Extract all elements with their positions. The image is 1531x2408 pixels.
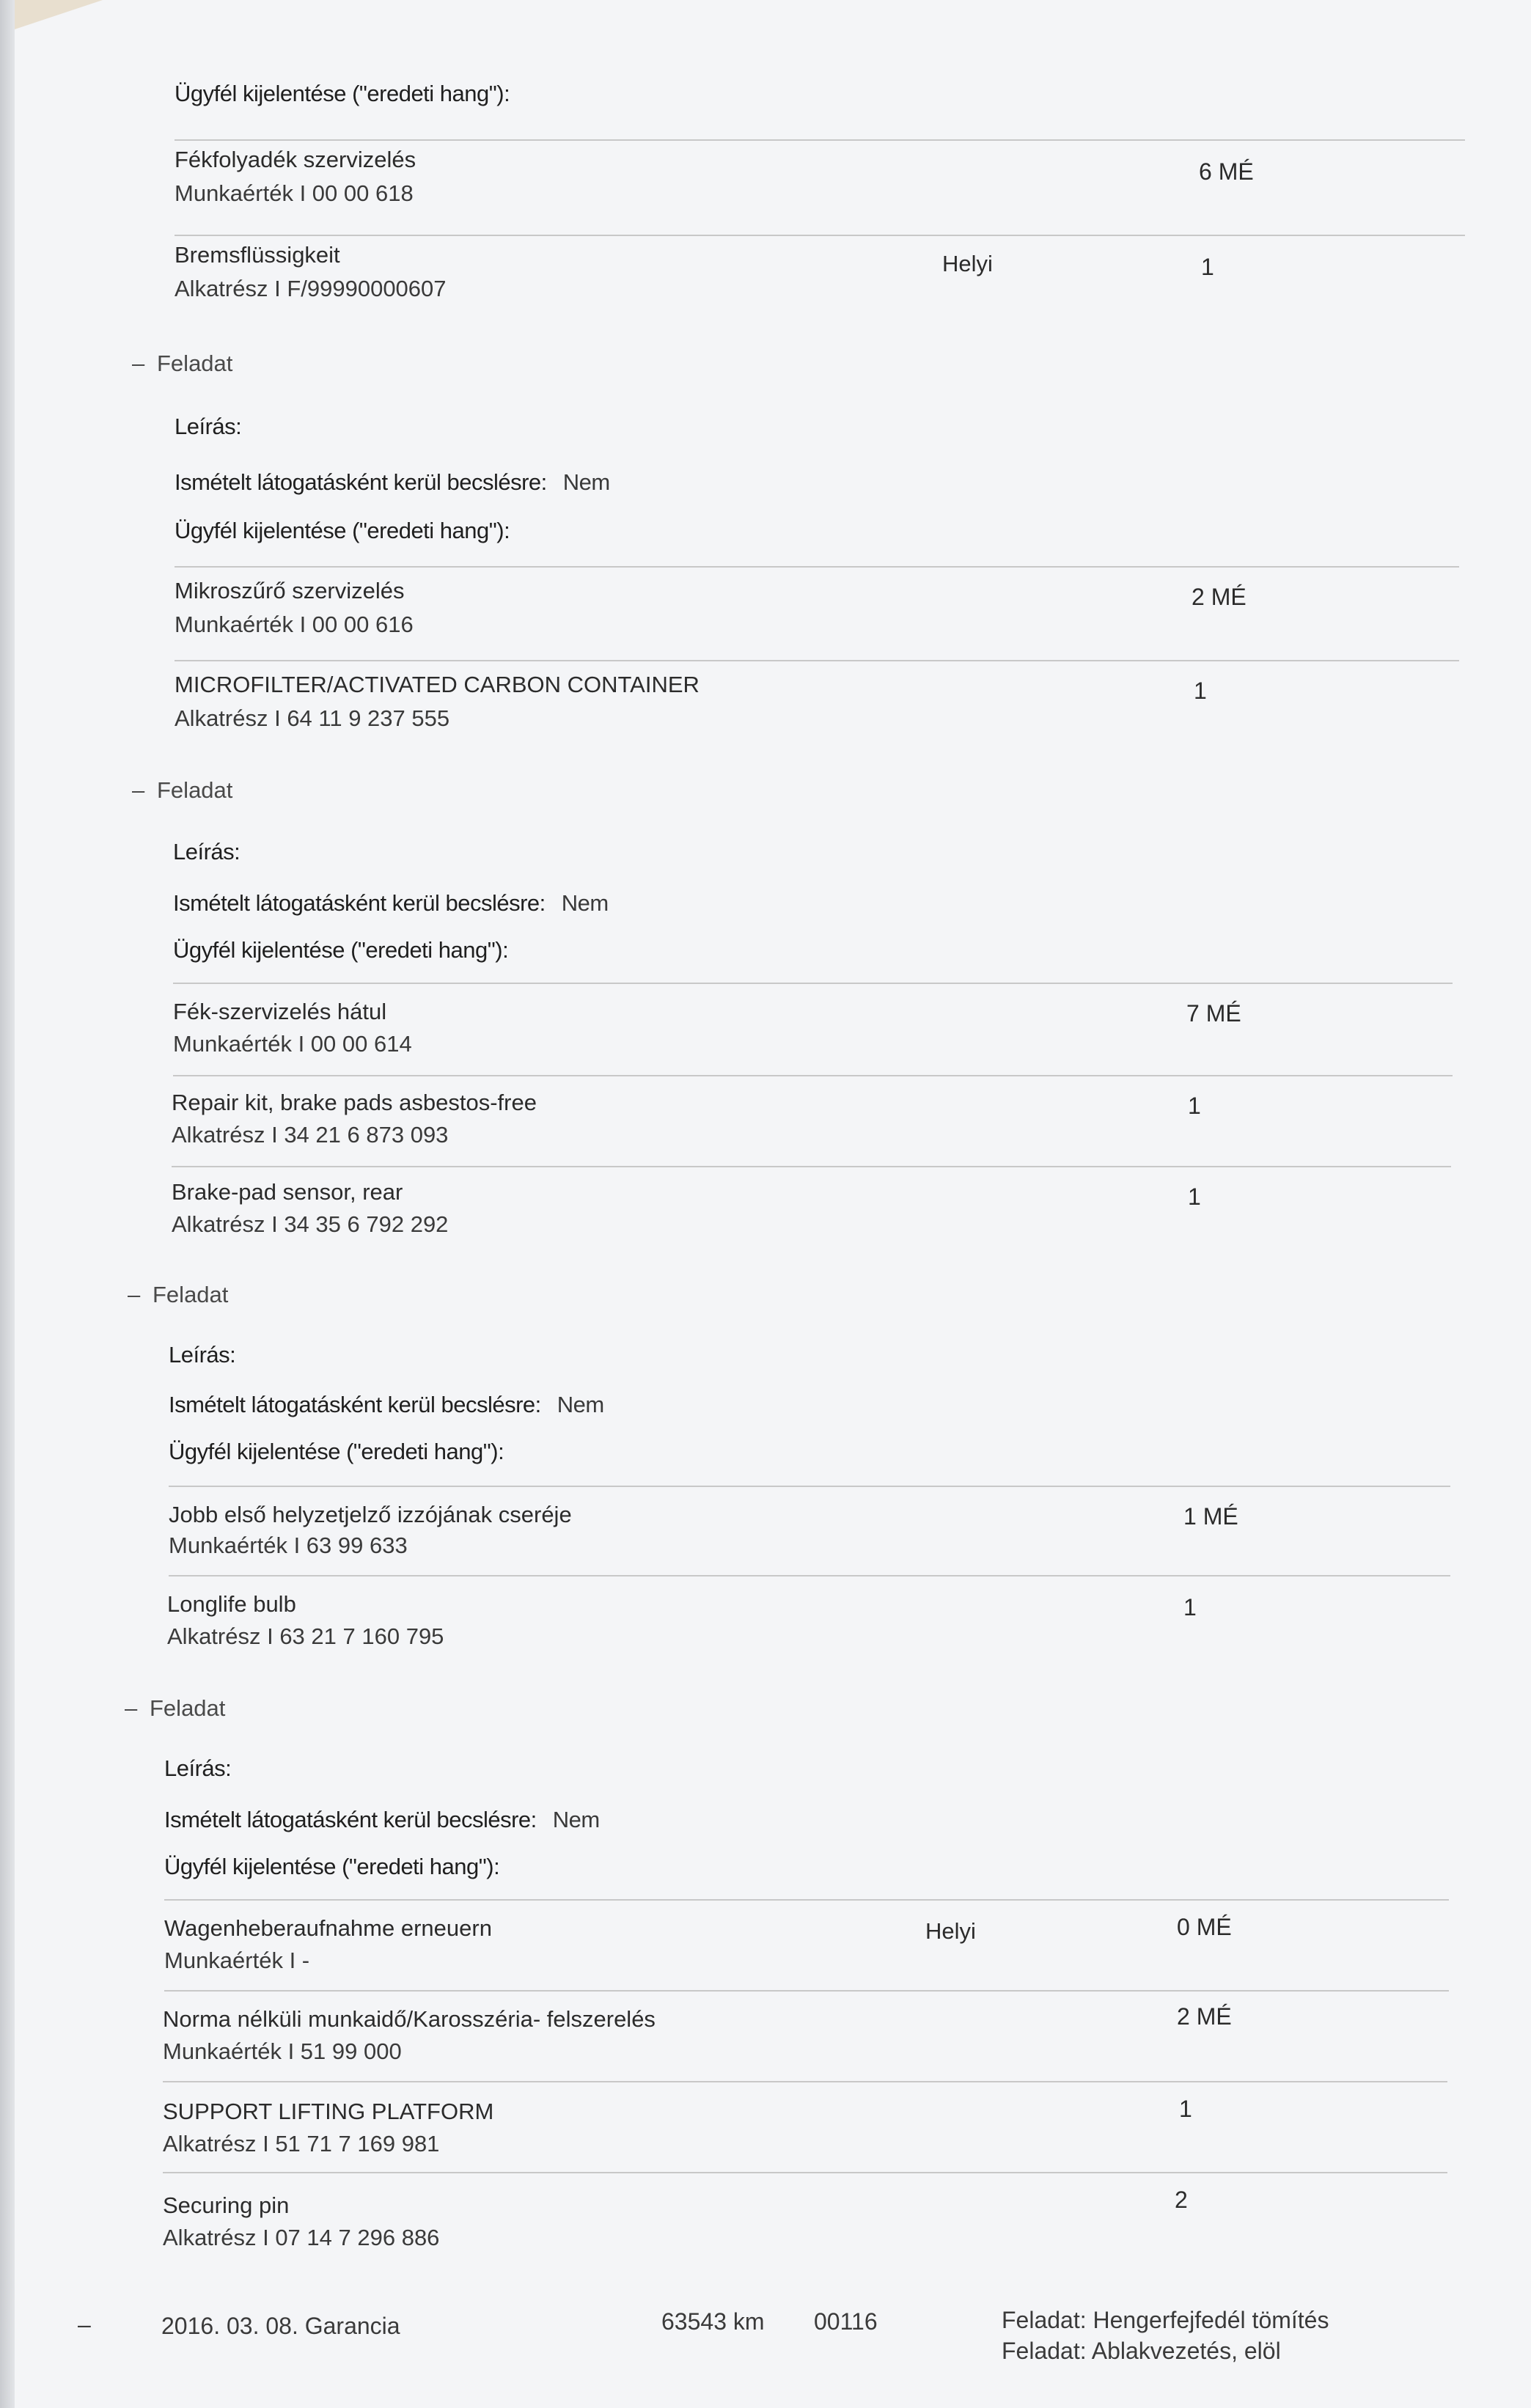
repeat-visit-value: Nem — [562, 469, 610, 495]
task-header: – Feladat — [132, 777, 233, 803]
item-code: Munkaérték I 51 99 000 — [163, 2038, 402, 2064]
footer-order-number: 00116 — [814, 2308, 878, 2335]
item-quantity: 1 — [1183, 1594, 1197, 1620]
item-quantity: 1 — [1188, 1093, 1201, 1119]
description-label: Leírás: — [169, 1342, 236, 1368]
item-quantity: 2 MÉ — [1192, 584, 1247, 610]
item-code: Alkatrész I F/99990000607 — [175, 276, 447, 301]
footer-date-type: 2016. 03. 08. Garancia — [161, 2313, 400, 2339]
item-quantity: 1 MÉ — [1183, 1503, 1238, 1530]
divider — [173, 983, 1453, 984]
divider — [173, 1075, 1453, 1076]
repeat-visit-label: Ismételt látogatásként kerül becslésre: — [175, 469, 547, 495]
book-spine-shadow — [0, 0, 15, 2408]
divider — [175, 566, 1459, 568]
description-label: Leírás: — [173, 839, 241, 865]
divider — [163, 2081, 1447, 2082]
item-name: Fék-szervizelés hátul — [173, 999, 387, 1024]
repeat-visit-row — [164, 1807, 600, 1833]
divider — [169, 1575, 1450, 1576]
divider — [175, 139, 1465, 141]
task-header: – Feladat — [128, 1282, 229, 1307]
item-quantity: 7 MÉ — [1186, 1000, 1241, 1027]
item-name: Repair kit, brake pads asbestos-free — [172, 1090, 537, 1115]
customer-statement-label — [175, 81, 510, 107]
customer-statement-label: Ügyfél kijelentése ("eredeti hang"): — [164, 1854, 500, 1879]
description-label: Leírás: — [164, 1755, 232, 1781]
item-name: SUPPORT LIFTING PLATFORM — [163, 2099, 494, 2124]
repeat-visit-label: Ismételt látogatásként kerül becslésre: — [169, 1392, 541, 1417]
repeat-visit-label: Ismételt látogatásként kerül becslésre: — [164, 1807, 537, 1832]
repeat-visit-value: Nem — [557, 1392, 604, 1417]
task-title: Feladat — [150, 1695, 226, 1721]
item-code: Alkatrész I 64 11 9 237 555 — [175, 705, 450, 731]
item-quantity: 0 MÉ — [1177, 1914, 1232, 1940]
repeat-visit-row — [175, 469, 610, 496]
item-code: Munkaérték I 00 00 618 — [175, 180, 414, 206]
item-location: Helyi — [942, 251, 993, 276]
item-code: Alkatrész I 07 14 7 296 886 — [163, 2225, 440, 2250]
item-quantity: 2 MÉ — [1177, 2003, 1232, 2030]
item-name: Mikroszűrő szervizelés — [175, 578, 405, 603]
item-name: Securing pin — [163, 2192, 290, 2218]
page-corner — [15, 0, 103, 29]
item-code: Alkatrész I 34 35 6 792 292 — [172, 1211, 449, 1237]
item-code: Alkatrész I 34 21 6 873 093 — [172, 1122, 449, 1148]
item-quantity: 1 — [1194, 678, 1207, 704]
footer-task-2: Feladat: Ablakvezetés, elöl — [1002, 2338, 1281, 2364]
item-code: Munkaérték I 00 00 614 — [173, 1031, 412, 1057]
divider — [172, 1166, 1451, 1167]
item-name: Jobb első helyzetjelző izzójának cseréje — [169, 1502, 572, 1527]
item-quantity: 2 — [1175, 2187, 1188, 2213]
footer-task-1: Feladat: Hengerfejfedél tömítés — [1002, 2307, 1329, 2333]
item-code: Munkaérték I 63 99 633 — [169, 1532, 408, 1558]
task-header: – Feladat — [132, 350, 233, 376]
item-quantity: 1 — [1201, 254, 1214, 280]
item-quantity: 1 — [1179, 2096, 1192, 2122]
repeat-visit-label: Ismételt látogatásként kerül becslésre: — [173, 890, 546, 916]
divider — [164, 1990, 1449, 1992]
footer-dash: – — [78, 2311, 91, 2338]
divider — [164, 1899, 1449, 1901]
customer-statement-text: Ügyfél kijelentése ("eredeti hang"): — [175, 81, 510, 106]
item-name: Fékfolyadék szervizelés — [175, 147, 416, 172]
item-code: Munkaérték I 00 00 616 — [175, 612, 414, 637]
item-name: Norma nélküli munkaidő/Karosszéria- felszerelés — [163, 2006, 656, 2032]
divider — [175, 660, 1459, 661]
divider — [163, 2172, 1447, 2173]
item-name: Brake-pad sensor, rear — [172, 1179, 403, 1205]
description-label: Leírás: — [175, 414, 242, 439]
repeat-visit-value: Nem — [561, 890, 609, 916]
item-name: Bremsflüssigkeit — [175, 242, 340, 268]
repeat-visit-value: Nem — [552, 1807, 600, 1832]
task-header: – Feladat — [125, 1695, 226, 1721]
item-code: Alkatrész I 51 71 7 169 981 — [163, 2131, 440, 2156]
divider — [169, 1486, 1450, 1487]
item-name: Wagenheberaufnahme erneuern — [164, 1915, 492, 1941]
task-title: Feladat — [153, 1282, 229, 1307]
footer-km: 63543 km — [661, 2308, 765, 2335]
item-name: MICROFILTER/ACTIVATED CARBON CONTAINER — [175, 672, 700, 697]
item-name: Longlife bulb — [167, 1591, 296, 1617]
divider — [175, 235, 1465, 236]
document-page — [15, 0, 1531, 2408]
customer-statement-label: Ügyfél kijelentése ("eredeti hang"): — [169, 1439, 504, 1464]
item-quantity: 1 — [1188, 1183, 1201, 1210]
item-location: Helyi — [925, 1918, 976, 1944]
customer-statement-label: Ügyfél kijelentése ("eredeti hang"): — [175, 518, 510, 543]
item-quantity: 6 MÉ — [1199, 158, 1254, 185]
customer-statement-label: Ügyfél kijelentése ("eredeti hang"): — [173, 937, 509, 963]
repeat-visit-row — [173, 890, 609, 917]
repeat-visit-row — [169, 1392, 604, 1418]
task-title: Feladat — [157, 777, 233, 803]
item-code: Alkatrész I 63 21 7 160 795 — [167, 1623, 444, 1649]
task-title: Feladat — [157, 350, 233, 376]
item-code: Munkaérték I - — [164, 1948, 310, 1973]
